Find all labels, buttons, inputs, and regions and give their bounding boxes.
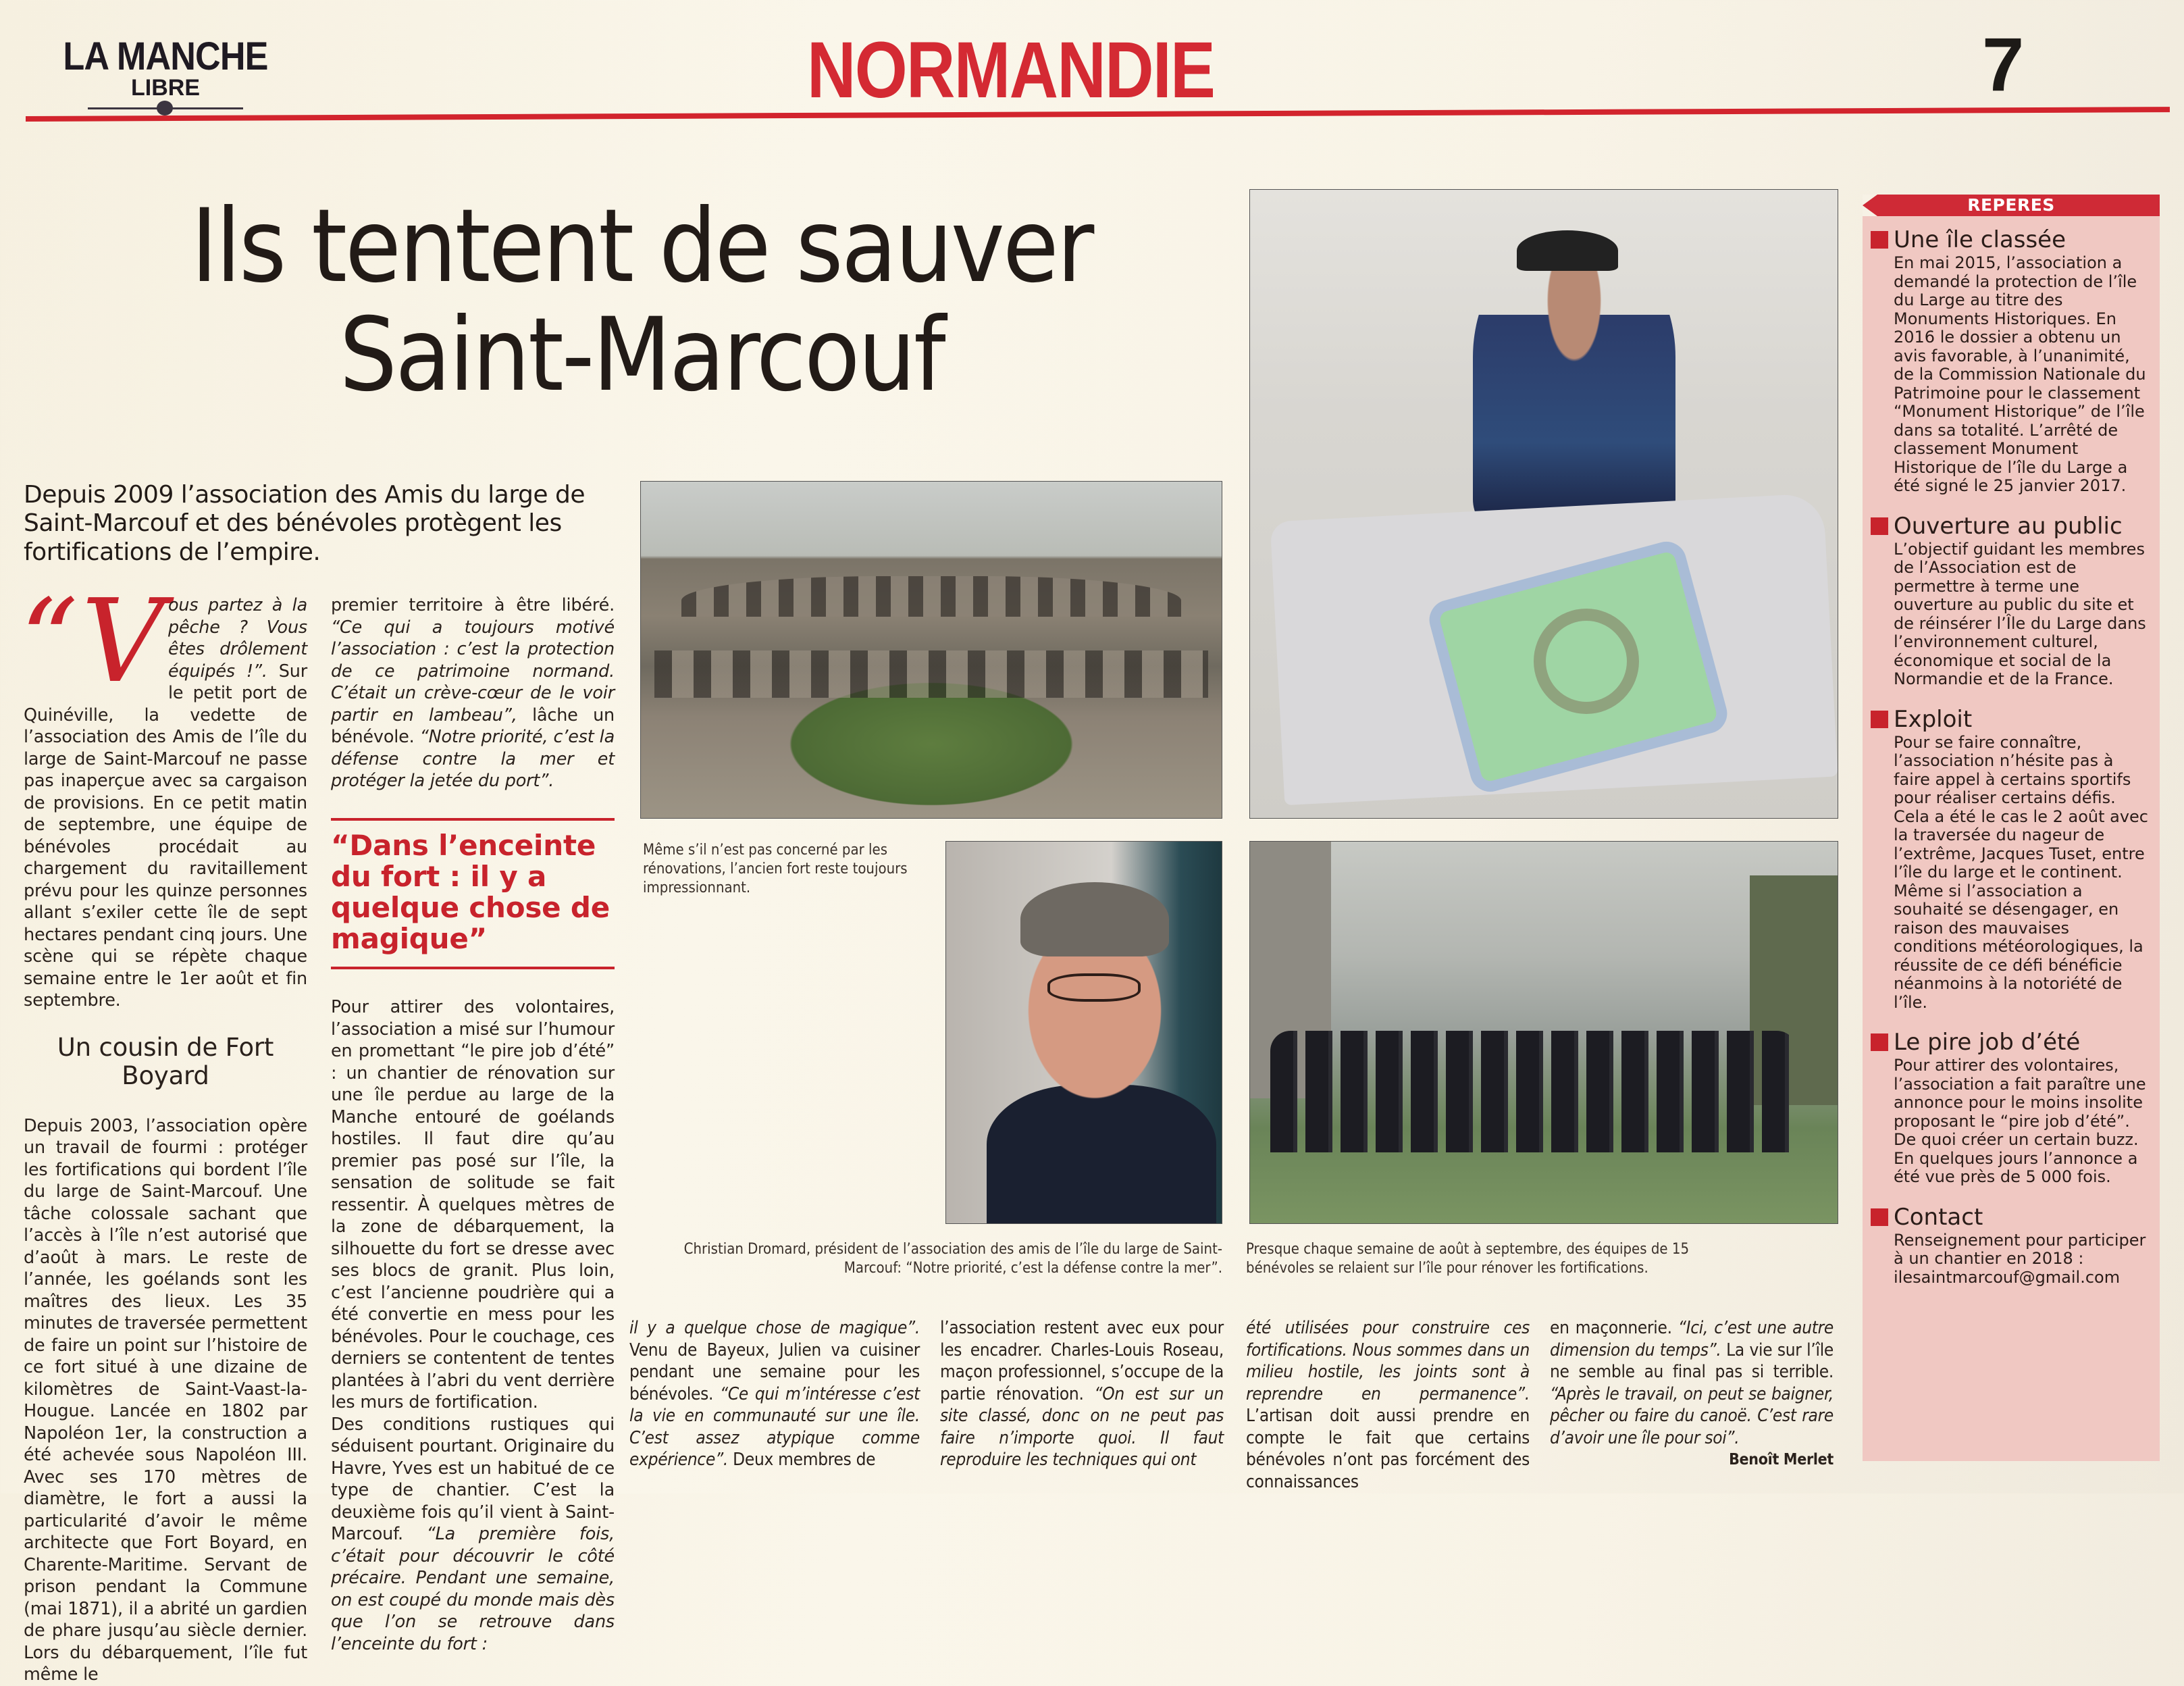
caption-portrait: Christian Dromard, président de l’association des amis de l’île du large de Saint-Marcouf: “Notre priorité, c’est la défense contre la mer”. — [683, 1241, 1222, 1277]
sidebar-item — [1871, 707, 2153, 1013]
body-paragraph — [331, 594, 615, 792]
quote-text: “Après le travail, on peut se baigner, pêcher ou faire du canoë. C’est rare d’avoir une île pour soi”. — [1550, 1383, 1834, 1448]
square-bullet-icon — [1871, 1208, 1888, 1226]
body-paragraph — [331, 1414, 615, 1656]
sidebar-item — [1871, 513, 2153, 689]
body-text: L’artisan doit aussi prendre en compte le fait que certains bénévoles n’ont pas forcément des connaissances — [1246, 1406, 1530, 1492]
sidebar-heading-notch — [1863, 195, 1877, 216]
body-text: l’association restent avec eux pour les encadrer. Charles-Louis Roseau, maçon professionnel, s’occupe de la partie rénovation. — [940, 1318, 1224, 1404]
quote-text: il y a quelque chose de magique”. — [629, 1318, 920, 1338]
page-number: 7 — [1982, 22, 2025, 107]
body-text: premier territoire à être libéré. — [331, 595, 615, 615]
body-text: Venu de Bayeux, Julien va cuisiner pendant une semaine pour les bénévoles. — [629, 1339, 920, 1404]
newspaper-logo — [41, 34, 290, 116]
article-column-2 — [331, 594, 615, 1655]
body-text: en maçonnerie. — [1550, 1318, 1678, 1338]
sidebar-item-title: Le pire job d’été — [1894, 1029, 2081, 1056]
pull-quote: “Dans l’enceinte du fort : il y a quelque chose de magique” — [331, 818, 615, 970]
caption-fort: Même s’il n’est pas concerné par les rénovations, l’ancien fort reste toujours impressionnant. — [643, 842, 908, 896]
quote-text: “Ce qui a toujours motivé l’association : c’est la protection de ce patrimoine normand. C’était un crève-cœur de le voir partir en lambeau”, — [331, 617, 615, 725]
sidebar-item-text: L’objectif guidant les membres de l’Association est de permettre à terme une ouverture au public du site et de réinsérer l’Île du Large dans l’environnement culturel, économique et social de la Normandie et de la France. — [1894, 539, 2146, 688]
photo-christian-dromard — [945, 841, 1222, 1224]
body-paragraph — [1246, 1317, 1530, 1493]
sidebar-item-title: Ouverture au public — [1894, 512, 2123, 540]
reperes-sidebar — [1863, 195, 2160, 1461]
quote-text: “Notre priorité, c’est la défense contre la mer et protéger la jetée du port”. — [331, 727, 615, 791]
quote-text: “La première fois, c’était pour découvrir le côté précaire. Pendant une semaine, on est coupé du monde mais dès que l’on se retrouve dans l’enceinte du fort : — [331, 1524, 615, 1654]
body-paragraph — [629, 1317, 920, 1471]
quote-text: été utilisées pour construire ces fortifications. Nous sommes dans un milieu hostile, les joints sont à reprendre en permanence”. — [1246, 1318, 1530, 1404]
body-paragraph: Depuis 2003, l’association opère un travail de fourmi : protéger les fortifications qui bordent l’île du large de Saint-Marcouf. Une tâche colossale sachant que l’accès à l’île n’est autorisé que d’août à mars. Le reste de l’année, les goélands sont les maîtres des lieux. Les 35 minutes de traversée permettent de faire un point sur l’histoire de ce fort situé à une dizaine de kilomètres de Saint-Vaast-la-Hougue. Lancée en 1802 par Napoléon 1er, la construction a été achevée sous Napoléon III. Avec ses 170 mètres de diamètre, le fort a aussi la particularité d’avoir le même architecte que Fort Boyard, en Charente-Maritime. Servant de prison pendant la Commune (mai 1871), il a abrité un gardien de phare jusqu’au siècle dernier. Lors du débarquement, l’île fut même le — [24, 1115, 307, 1685]
sidebar-item-title: Exploit — [1894, 705, 1973, 733]
body-paragraph — [1550, 1317, 1834, 1449]
square-bullet-icon — [1871, 711, 1888, 728]
contact-email-text[interactable]: Renseignement pour participer à un chantier en 2018 : ilesaintmarcouf@gmail.com — [1894, 1230, 2146, 1287]
photo-volunteer-with-map — [1249, 189, 1838, 819]
drop-cap: “V — [20, 575, 165, 709]
square-bullet-icon — [1871, 231, 1888, 249]
photo-fort-ruins — [640, 481, 1222, 819]
body-text: Deux membres de — [728, 1450, 876, 1470]
headline-line-2: Saint-Marcouf — [339, 296, 944, 414]
section-title: NORMANDIE — [807, 26, 1215, 115]
headline-line-1: Ils tentent de sauver — [190, 188, 1093, 305]
body-paragraph: Pour attirer des volontaires, l’association a misé sur l’humour en promettant “le pire job d’été” : un chantier de rénovation sur une île perdue au large de la Manche entouré de goélands hostiles. Il faut dire qu’au premier pas posé sur l’île, la sensation de solitude se fait ressentir. À quelques mètres de la zone de débarquement, la silhouette du fort se dresse avec ses blocs de granit. Plus loin, c’est l’ancienne poudrière qui a été convertie en mess pour les bénévoles. Pour le couchage, ces derniers se contentent de tentes plantées à l’abri du vent derrière les murs de fortification. — [331, 997, 615, 1413]
photo-volunteer-group — [1249, 841, 1838, 1224]
quote-text: “Ce qui m’intéresse c’est la vie en communauté sur une île. C’est assez atypique comme expérience”. — [629, 1383, 920, 1470]
sidebar-item-title: Une île classée — [1894, 226, 2066, 253]
sidebar-item — [1871, 1204, 2153, 1287]
logo-subtitle: LIBRE — [131, 75, 200, 101]
sidebar-item-title: Contact — [1894, 1203, 1983, 1231]
body-text: Des conditions rustiques qui séduisent pourtant. Originaire du Havre, Yves est un habitué de ce type de chantier. C’est la deuxième fois qu’il vient à Saint-Marcouf. — [331, 1414, 615, 1545]
logo-wing-emblem-icon — [88, 101, 243, 116]
intro-text: Sur le petit port de Quinéville, la vedette de l’association des Amis de l’île du large de Saint-Marcouf ne passe pas inaperçue avec sa cargaison de provisions. En ce petit matin de septembre, une équipe de bénévoles procédait au chargement du ravitaillement prévu pour les quinze personnes allant s’exiler cette île de sept hectares pendant cinq jours. Une scène qui se répète chaque semaine entre le 1er août et fin septembre. — [24, 661, 307, 1011]
article-column-6 — [1550, 1317, 1834, 1471]
caption-group: Presque chaque semaine de août à septembre, des équipes de 15 bénévoles se relaient sur l’île pour rénover les fortifications. — [1246, 1241, 1690, 1277]
sidebar-item-text: Pour se faire connaître, l’association n’hésite pas à faire appel à certains sportifs pour réaliser certains défis. Cela a été le cas le 2 août avec la traversée du nageur de l’extrême, Jacques Tuset, entre l’île du large et le continent. Même si l’association a souhaité se désengager, en raison des mauvaises conditions météorologiques, la réussite de ce défi bénéficie néanmoins à la notoriété de l’île. — [1894, 732, 2149, 1012]
article-headline — [108, 188, 1175, 414]
article-column-1 — [20, 575, 307, 1686]
article-column-4 — [940, 1317, 1224, 1471]
sidebar-item — [1871, 227, 2153, 496]
subheading: Un cousin de Fort Boyard — [57, 1032, 274, 1091]
byline: Benoît Merlet — [1729, 1451, 1834, 1468]
article-column-5 — [1246, 1317, 1530, 1493]
body-text: La vie sur l’île ne semble au final pas si terrible. — [1550, 1339, 1834, 1382]
quote-text: “On est sur un site classé, donc on ne peut pas faire n’importe quoi. Il faut reproduire les techniques qui ont — [940, 1383, 1224, 1470]
body-paragraph — [940, 1317, 1224, 1471]
square-bullet-icon — [1871, 1033, 1888, 1051]
sidebar-body — [1863, 227, 2160, 1304]
sidebar-heading: REPERES — [1863, 195, 2160, 216]
logo-title: LA MANCHE — [63, 34, 268, 78]
quote-text: “Ici, c’est une autre dimension du temps”. — [1550, 1318, 1834, 1360]
body-text: lâche un bénévole. — [331, 705, 615, 747]
intro-paragraph — [20, 575, 307, 1012]
sidebar-item-text: Pour attirer des volontaires, l’association a fait paraître une annonce pour le moins insolite proposant le “pire job d’été”. De quoi créer un certain buzz. En quelques jours l’annonce a été vue près de 5 000 fois. — [1894, 1056, 2146, 1186]
sidebar-item — [1871, 1029, 2153, 1187]
article-column-3 — [629, 1317, 920, 1471]
sidebar-item-text: En mai 2015, l’association a demandé la protection de l’île du Large au titre des Monuments Historiques. En 2016 le dossier a obtenu un avis favorable, à l’unanimité, de la Commission Nationale du Patrimoine pour le classement “Monument Historique” de l’île dans sa totalité. L’arrêté de classement Monument Historique de l’île du Large a été signé le 25 janvier 2017. — [1894, 253, 2146, 495]
article-lede: Depuis 2009 l’association des Amis du large de Saint-Marcouf et des bénévoles protègent les fortifications de l’empire. — [24, 481, 585, 566]
intro-quote: ous partez à la pêche ? Vous êtes drôlement équipés !”. — [168, 595, 307, 682]
square-bullet-icon — [1871, 517, 1888, 535]
